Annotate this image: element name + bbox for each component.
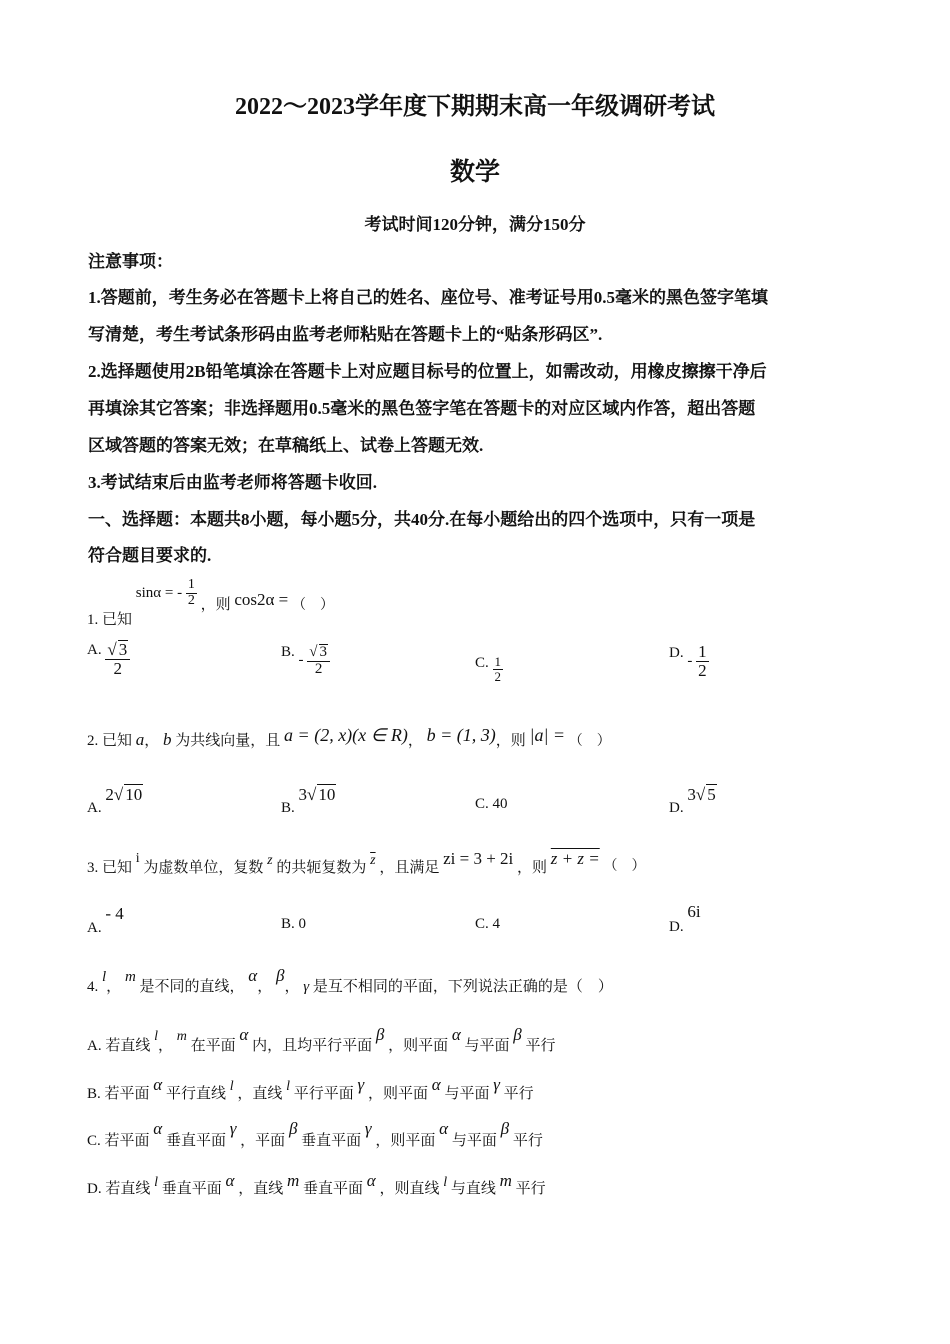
page-title: 2022～2023学年度下期期末高一年级调研考试 (235, 94, 715, 120)
notice-line: 2.选择题使用2B铅笔填涂在答题卡上对应题目标号的位置上，如需改动，用橡皮擦擦干净后 (88, 362, 767, 381)
q4-option-a: A. 若直线 l， m 在平面 α 内，且均平行平面 β ，则平面 α 与平面 β 平行 (87, 1025, 556, 1054)
question-2: 2. 已知 a， b 为共线向量，且 a = (2, x)(x ∈ R)， b = (1, 3)，则 |a| = （ ） (87, 725, 611, 749)
question-3: 3. 已知 i 为虚数单位，复数 z 的共轭复数为 $\overline{z}$ ，且满足 zi = 3 + 2i ，则 z + z = （ ） (87, 849, 646, 876)
section-heading: 一、选择题：本题共8小题，每小题5分，共40分.在每小题给出的四个选项中，只有一项是 (88, 510, 756, 529)
q3-option-d: D. 6i (669, 902, 701, 935)
q2-option-b: B. 3√ 10 (281, 785, 336, 816)
answer-blank: （ ） (603, 859, 646, 874)
q4-option-c: C. 若平面 α 垂直平面 γ ，平面 β 垂直平面 γ ，则平面 α 与平面 β 平行 (87, 1119, 543, 1149)
exam-info: 考试时间120分钟，满分150分 (364, 215, 586, 234)
q1-expression: cos2α = (234, 589, 289, 609)
notice-line: 1.答题前，考生务必在答题卡上将自己的姓名、座位号、准考证号用0.5毫米的黑色签字笔填 (88, 288, 768, 307)
q2-option-d: D. 3√ 5 (669, 785, 716, 816)
q3-question-expr: z + z = (550, 849, 600, 868)
question-1-prefix: 1. 已知 (87, 611, 133, 628)
vector-a: a (135, 730, 145, 749)
q3-option-c: C. 4 (475, 916, 501, 932)
q4-option-b: B. 若平面 α 平行直线 l ，直线 l 平行平面 γ ，则平面 α 与平面 γ 平行 (87, 1075, 534, 1102)
notice-line: 写清楚，考生考试条形码由监考老师粘贴在答题卡上的“贴条形码区”. (88, 325, 603, 344)
q1-option-a: A. $\frac{√ 3}{2}$ (87, 640, 130, 678)
q2-vector-b-expr: b = (1, 3) (426, 725, 496, 745)
question-4: 4. l， m 是不同的直线， α， β， γ 是互不相同的平面，下列说法正确的是（ ） (87, 966, 613, 995)
q3-option-b: B. 0 (281, 916, 307, 932)
notice-line: 区域答题的答案无效；在草稿纸上、试卷上答题无效. (88, 436, 484, 455)
vector-b: b (163, 730, 172, 749)
question-1: 1. 已知 sinα = - $\frac{1}{2}$ ，则 cos2α = （ ） (87, 577, 335, 628)
answer-blank: （ ） (292, 597, 335, 613)
q1-option-d: D. - $\frac{1}{2}$ (669, 642, 707, 680)
q1-condition: sinα = - $\frac{1}{2}$ (135, 577, 195, 608)
notice-line: 3.考试结束后由监考老师将答题卡收回. (88, 473, 377, 492)
section-heading: 符合题目要求的. (88, 546, 212, 565)
z-conjugate: $\overline{z}$ (370, 853, 376, 868)
q3-equation: zi = 3 + 2i (443, 849, 514, 868)
notice-heading: 注意事项： (88, 252, 173, 271)
q2-vector-a-expr: a = (2, x)(x ∈ R) (284, 725, 408, 745)
q2-option-c: C. 40 (475, 796, 508, 812)
q2-question-expr: |a| = (529, 725, 566, 745)
q1-option-b: B. - $\frac{√ 3}{2}$ (281, 644, 330, 678)
q2-option-a: A. 2√ 10 (87, 785, 143, 816)
notice-line: 再填涂其它答案；非选择题用0.5毫米的黑色签字笔在答题卡的对应区域内作答，超出答题 (88, 399, 756, 418)
answer-blank: （ ） (568, 734, 611, 749)
q4-option-d: D. 若直线 l 垂直平面 α ，直线 m 垂直平面 α ，则直线 l 与直线 m 平行 (87, 1171, 546, 1197)
q3-option-a: A. - 4 (87, 904, 124, 936)
subject-title: 数学 (449, 159, 500, 186)
q1-option-c: C. $\frac{1}{2}$ (475, 654, 502, 684)
